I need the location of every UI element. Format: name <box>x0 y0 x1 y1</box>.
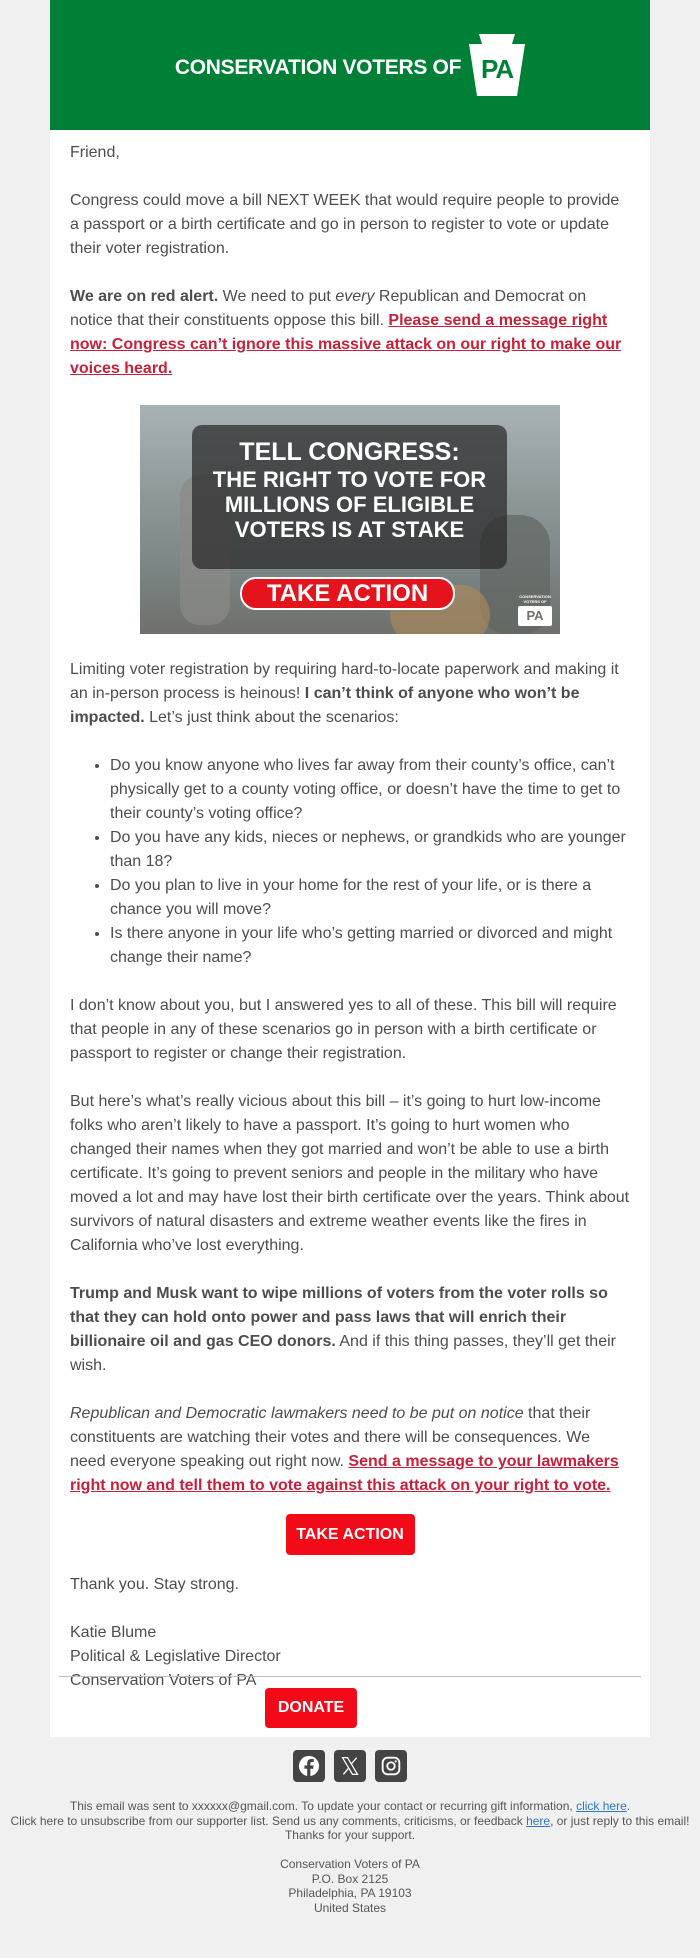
text: Republican and Democrat on notice that their constituents oppose this bill. <box>70 288 587 329</box>
text: Limiting voter registration by requiring hard-to-locate paperwork and making it an in-person process is heinous! <box>70 661 619 702</box>
list-item: • Do you have any kids, nieces or nephews, or grandkids who are younger than 18? <box>110 826 630 874</box>
paragraph-scenarios <box>70 658 630 730</box>
donate-button[interactable]: DONATE <box>265 1688 357 1728</box>
text: that their constituents are watching their votes and there will be consequences. We need everyone speaking out right now. <box>70 1405 591 1470</box>
text: And if this thing passes, they’ll get their wish. <box>70 1333 616 1374</box>
text: Let’s just think about the scenarios: <box>144 709 399 726</box>
signature <box>70 1621 630 1693</box>
address-line: United States <box>313 1900 387 1915</box>
email-footer <box>0 1799 700 1915</box>
text: This email was sent to xxxxxx@gmail.com. To update your contact or recurring gift information, <box>69 1799 577 1813</box>
instagram-icon[interactable] <box>375 1750 407 1782</box>
footer-notice <box>0 1799 700 1843</box>
mailing-address <box>0 1857 700 1915</box>
paragraph-red-alert <box>70 285 630 381</box>
feedback-link[interactable]: here <box>526 1813 551 1828</box>
banner-mini-logo <box>518 594 552 626</box>
paragraph-trump-musk <box>70 1282 630 1378</box>
take-action-banner-image[interactable] <box>140 405 560 634</box>
paragraph-intro: Congress could move a bill NEXT WEEK that would require people to provide a passport or a birth certificate and go in person to register to vote or update their voter registration. <box>70 192 620 257</box>
banner-line: MILLIONS OF ELIGIBLE <box>224 492 475 517</box>
banner-line: THE RIGHT TO VOTE FOR <box>212 467 487 492</box>
closing: Thank you. Stay strong. <box>70 1576 239 1593</box>
logo-mark: PA <box>481 54 514 84</box>
text: . <box>626 1799 631 1813</box>
signature-name: Katie Blume <box>70 1624 157 1641</box>
email-container <box>50 0 650 1737</box>
signature-org: Conservation Voters of PA <box>70 1672 257 1689</box>
banner-take-action-pill: TAKE ACTION <box>240 577 455 610</box>
bold-text: We are on red alert. <box>70 288 219 305</box>
paragraph-lawmakers <box>70 1402 630 1498</box>
banner-text-panel <box>192 425 507 569</box>
address-line: P.O. Box 2125 <box>311 1871 389 1886</box>
signature-title: Political & Legislative Director <box>70 1648 281 1665</box>
x-twitter-icon[interactable] <box>334 1750 366 1782</box>
mini-logo-mark: PA <box>518 606 552 626</box>
email-body <box>50 0 650 1693</box>
paragraph-answered-yes: I don’t know about you, but I answered yes to all of these. This bill will require that people in any of these scenarios go in person with a birth certificate or passport to register or change their registration. <box>70 997 617 1062</box>
address-line: Philadelphia, PA 19103 <box>288 1886 412 1900</box>
text: We need to put <box>218 288 336 305</box>
facebook-icon[interactable] <box>293 1750 325 1782</box>
send-message-link[interactable]: Please send a message right now: Congress can’t ignore this massive attack on our right to make our voices heard. <box>70 312 622 377</box>
list-item: • Do you plan to live in your home for the rest of your life, or is there a chance you will move? <box>110 874 630 922</box>
send-message-lawmakers-link[interactable]: Send a message to your lawmakers right now and tell them to vote against this attack on your right to vote. <box>70 1453 619 1494</box>
bold-text: I can’t think of anyone who won’t be impacted. <box>70 685 580 726</box>
banner-headline: TELL CONGRESS: <box>239 438 460 466</box>
list-item: • Do you know anyone who lives far away from their county’s office, can’t physically get to a county voting office, or doesn’t have the time to get to their county’s voting office? <box>110 754 630 826</box>
social-links <box>0 1750 700 1782</box>
unsubscribe-text[interactable]: Click here to unsubscribe from our supporter list. Send us any comments, criticisms, or feedback <box>10 1813 527 1828</box>
list-item: • Is there anyone in your life who’s getting married or divorced and might change their name? <box>110 922 630 970</box>
org-logo-text: CONSERVATION VOTERS OF <box>174 56 462 79</box>
bold-text: Trump and Musk want to wipe millions of voters from the voter rolls so that they can hold onto power and pass laws that will enrich their billionaire oil and gas CEO donors. <box>70 1285 608 1350</box>
take-action-button[interactable]: TAKE ACTION <box>286 1514 415 1555</box>
greeting: Friend, <box>70 144 120 161</box>
scenario-list <box>70 754 630 970</box>
italic-text: Republican and Democratic lawmakers need to be put on notice <box>70 1405 524 1422</box>
text: , or just reply to this email! Thanks for your support. <box>284 1813 690 1842</box>
paragraph-vicious: But here’s what’s really vicious about this bill – it’s going to hurt low-income folks who aren’t likely to have a passport. It’s going to hurt women who changed their names when they got married and won’t be able to use a birth certificate. It’s going to prevent seniors and people in the military who have moved a lot and may have lost their birth certificate over the years. Think about survivors of natural disasters and extreme weather events like the fires in California who’ve lost everything. <box>70 1093 630 1254</box>
italic-text: every <box>335 288 375 305</box>
address-line: Conservation Voters of PA <box>280 1857 420 1871</box>
banner-line: VOTERS IS AT STAKE <box>234 517 465 542</box>
mini-logo-text: CONSERVATION VOTERS OF <box>519 594 551 604</box>
divider <box>59 1676 641 1677</box>
update-info-link[interactable]: click here <box>576 1799 627 1813</box>
